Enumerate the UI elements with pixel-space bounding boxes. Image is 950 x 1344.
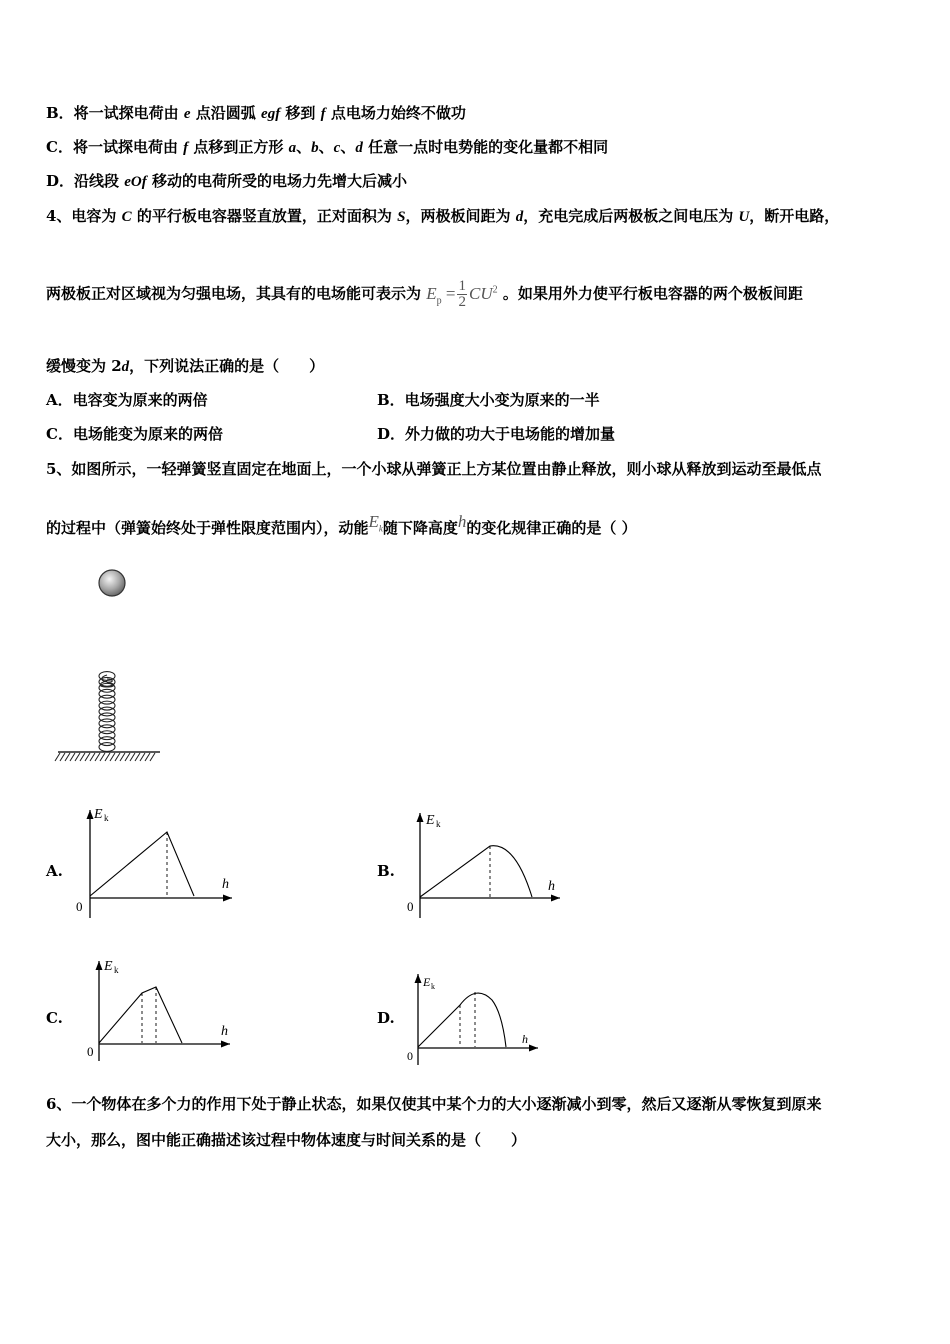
graph-c-label: C. [46, 1009, 63, 1027]
formula-sup: 2 [492, 284, 498, 295]
formula-eq: = [441, 283, 456, 303]
hatch-line [115, 753, 120, 761]
y-axis-label: E [94, 807, 103, 822]
fraction [457, 279, 467, 310]
hatch-line [140, 753, 145, 761]
ek-curve [420, 846, 532, 897]
text: 点电场力始终不做功 [325, 104, 466, 122]
y-axis-label: E [104, 959, 113, 974]
ek-curve [418, 993, 506, 1047]
q3-option-b [46, 102, 466, 123]
origin-label: 0 [76, 899, 83, 914]
text: 的变化规律正确的是（ ） [466, 519, 637, 537]
text: 随下降高度 [382, 519, 458, 537]
y-axis-sub: k [114, 965, 119, 975]
q3-option-d [46, 170, 407, 191]
q4-option-d: D．外力做的功大于电场能的增加量 [377, 425, 616, 443]
graph-b [400, 808, 570, 920]
q5-stem-line1: 5、如图所示，一轻弹簧竖直固定在地面上，一个小球从弹簧正上方某位置由静止释放，则小球从释放到运动至最低点 [46, 460, 822, 478]
text: B．将一试探电荷由 [46, 104, 184, 122]
hatch-line [125, 753, 130, 761]
hatch-line [90, 753, 95, 761]
ek-symbol [368, 512, 383, 534]
formula-lhs: E [426, 283, 437, 303]
text: 、 [318, 138, 334, 156]
hatch-line [110, 753, 115, 761]
text: ，两极板间距为 [405, 207, 516, 225]
y-axis-sub: k [431, 982, 435, 991]
frac-num: 1 [458, 278, 466, 295]
hatch-line [100, 753, 105, 761]
ek-sub: k [378, 523, 383, 534]
frac-den: 2 [458, 294, 466, 311]
graph-a [72, 800, 242, 920]
hatch-line [85, 753, 90, 761]
text: C．将一试探电荷由 [46, 138, 184, 156]
var: egf [261, 106, 281, 122]
graph-d [402, 968, 542, 1068]
spring-coil [99, 743, 115, 752]
y-arrow [417, 813, 424, 822]
x-axis-label: h [222, 877, 229, 892]
text: 的平行板电容器竖直放置，正对面积为 [131, 207, 398, 225]
energy-formula [426, 278, 498, 311]
graph-a-label: A. [46, 862, 63, 880]
text: 缓慢变为 2 [46, 357, 122, 375]
ek-letter: E [368, 512, 379, 531]
y-axis-label: E [426, 813, 435, 828]
origin-label: 0 [407, 899, 414, 914]
var: b [311, 140, 319, 156]
graph-d-label: D. [377, 1009, 395, 1027]
q4-option-c: C．电场能变为原来的两倍 [46, 425, 223, 443]
var: e [183, 106, 191, 122]
graph-c [84, 955, 234, 1065]
hatch-line [95, 753, 100, 761]
text: ，下列说法正确的是（ ） [129, 357, 325, 375]
hatch-line [80, 753, 85, 761]
q4-stem-line2 [46, 270, 803, 321]
hatch-line [120, 753, 125, 761]
var: U [738, 209, 750, 225]
origin-label: 0 [87, 1044, 94, 1059]
ball [99, 570, 125, 596]
var: d [515, 209, 524, 225]
text: 点移到正方形 [188, 138, 289, 156]
q3-option-c [46, 136, 608, 157]
text: 。如果用外力使平行板电容器的两个极板间距 [502, 284, 803, 303]
x-arrow [551, 895, 560, 902]
origin-label: 0 [407, 1049, 413, 1063]
y-axis-sub: k [104, 813, 109, 823]
y-axis-label: E [423, 975, 431, 989]
text: ，断开电路， [749, 207, 840, 225]
text: 、 [340, 138, 356, 156]
y-arrow [87, 810, 94, 819]
hatch-line [60, 753, 65, 761]
text: 的过程中（弹簧始终处于弹性限度范围内），动能 [46, 519, 369, 537]
text: ，充电完成后两极板之间电压为 [523, 207, 739, 225]
formula-rhs: CU [468, 283, 493, 303]
text: 、 [296, 138, 312, 156]
h-symbol: h [457, 512, 467, 531]
text: 任意一点时电势能的变化量都不相同 [362, 138, 609, 156]
hatch-line [135, 753, 140, 761]
x-arrow [223, 895, 232, 902]
hatch-line [105, 753, 110, 761]
text: D．沿线段 [46, 172, 125, 190]
ek-curve [90, 832, 194, 896]
hatch-line [145, 753, 150, 761]
var: c [333, 140, 341, 156]
ball-spring-figure [50, 565, 170, 770]
x-arrow [529, 1045, 538, 1052]
ground-hatch [55, 753, 155, 761]
var: d [121, 359, 130, 375]
q6-stem-line2: 大小，那么，图中能正确描述该过程中物体速度与时间关系的是（ ） [46, 1131, 527, 1149]
text: 4、电容为 [46, 207, 122, 225]
q5-stem-line2 [46, 512, 637, 550]
var: S [397, 209, 406, 225]
x-axis-label: h [548, 879, 555, 894]
hatch-line [150, 753, 155, 761]
hatch-line [55, 753, 60, 761]
q6-stem-line1: 6、一个物体在多个力的作用下处于静止状态，如果仅使其中某个力的大小逐渐减小到零，然后又逐渐从零恢复到原来 [46, 1095, 822, 1113]
var: a [288, 140, 297, 156]
y-arrow [96, 961, 103, 970]
hatch-line [130, 753, 135, 761]
y-arrow [415, 974, 422, 983]
y-axis-sub: k [436, 819, 441, 829]
q4-stem-line1 [46, 205, 839, 226]
formula-sub: p [436, 295, 442, 307]
x-arrow [221, 1041, 230, 1048]
q4-option-a: A．电容变为原来的两倍 [46, 391, 208, 409]
text: 移到 [280, 104, 321, 122]
var: d [355, 140, 363, 156]
x-axis-label: h [221, 1024, 228, 1039]
x-axis-label: h [522, 1032, 528, 1046]
hatch-line [65, 753, 70, 761]
text: 两极板正对区域视为匀强电场，其具有的电场能可表示为 [46, 284, 422, 303]
ek-curve [99, 987, 182, 1043]
var: f [320, 106, 326, 122]
q4-option-b: B．电场强度大小变为原来的一半 [377, 391, 600, 409]
text: 点沿圆弧 [190, 104, 262, 122]
graph-b-label: B. [377, 862, 395, 880]
var: f [183, 140, 189, 156]
q4-stem-line3 [46, 355, 324, 376]
text: 移动的电荷所受的电场力先增大后减小 [146, 172, 407, 190]
hatch-line [75, 753, 80, 761]
var: eOf [124, 174, 147, 190]
hatch-line [70, 753, 75, 761]
var: C [121, 209, 132, 225]
